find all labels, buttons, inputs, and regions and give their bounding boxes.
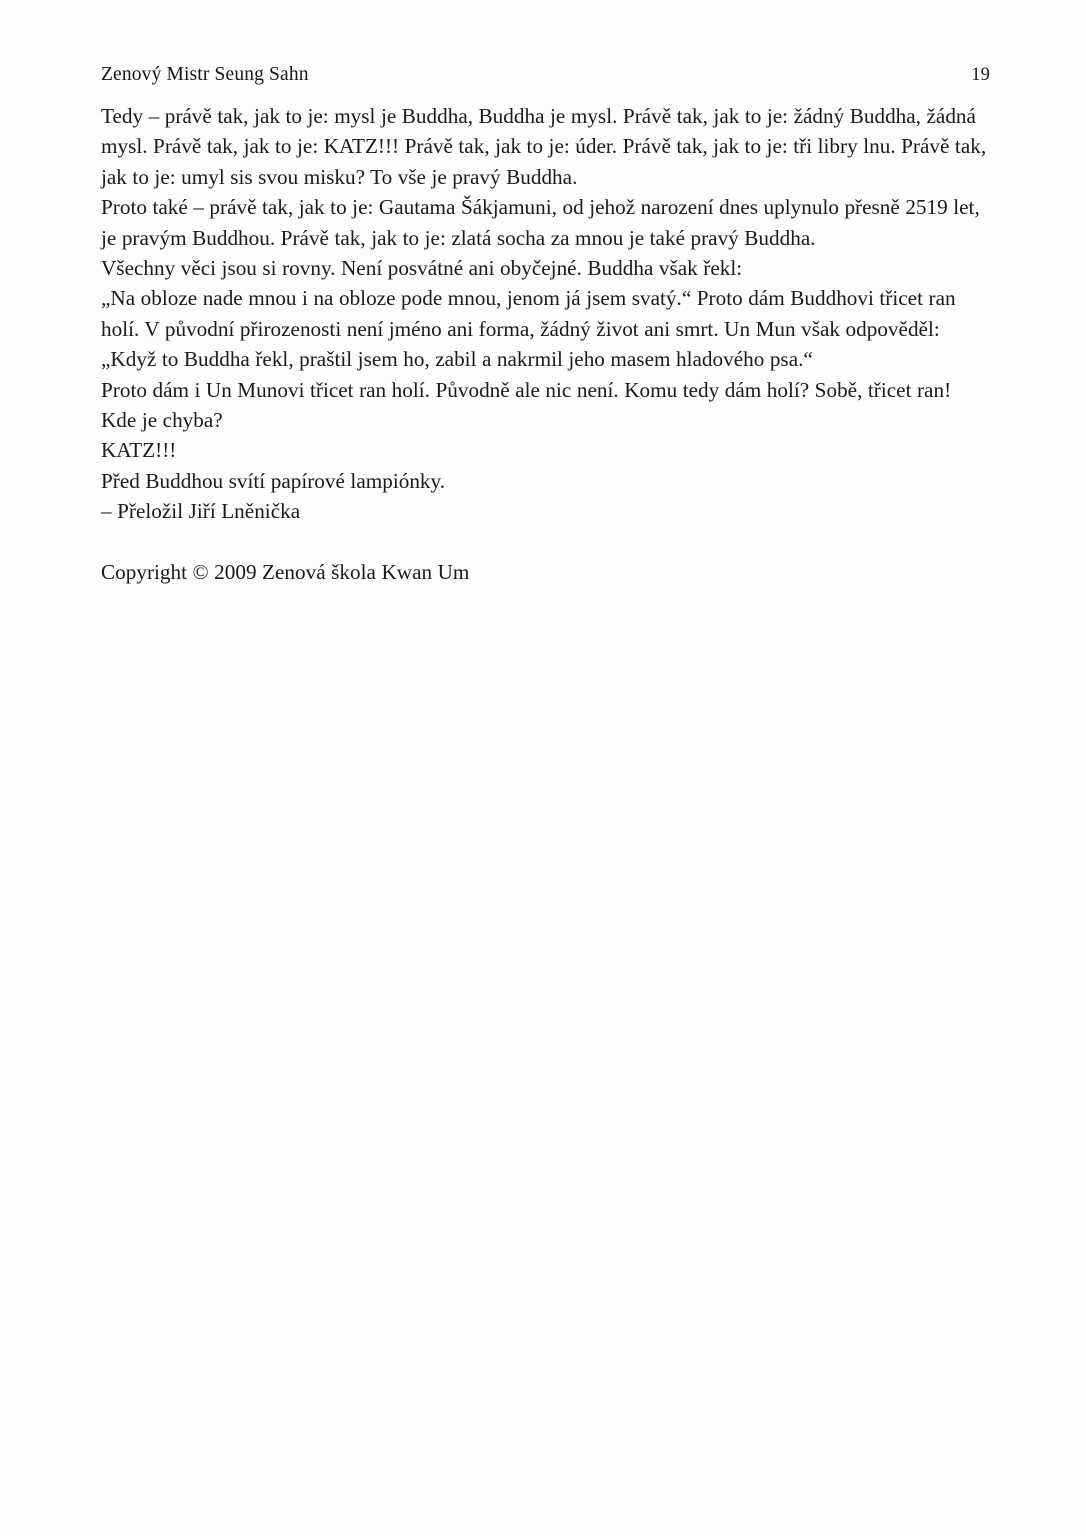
paragraph: Před Buddhou svítí papírové lampiónky. [101, 468, 446, 493]
paragraph: Proto dám i Un Munovi třicet ran holí. Původně ale nic není. Komu tedy dám holí? Sobě, třicet ran! [101, 377, 952, 402]
paragraph: Kde je chyba? [101, 408, 223, 433]
paragraph: Všechny věci jsou si rovny. Není posvátné ani obyčejné. Buddha však řekl: [101, 256, 743, 281]
paragraph: Proto také – právě tak, jak to je: Gautama Šákjamuni, od jehož narození dnes uplynulo přesně 2519 let, je pravým Buddhou. Právě tak, jak to je: zlatá socha za mnou je také pravý Buddha. [101, 195, 980, 250]
running-head-title: Zenový Mistr Seung Sahn [101, 64, 309, 85]
paragraph: „Když to Buddha řekl, praštil jsem ho, zabil a nakrmil jeho masem hladového psa.“ [101, 347, 813, 372]
copyright-notice: Copyright © 2009 Zenová škola Kwan Um [101, 560, 470, 585]
paragraph: Tedy – právě tak, jak to je: mysl je Buddha, Buddha je mysl. Právě tak, jak to je: žádný Buddha, žádná mysl. Právě tak, jak to je: KATZ!!! Právě tak, jak to je: úder. Právě tak, jak to je: tři libry lnu. Právě tak, jak to je: umyl sis svou misku? To vše je pravý Buddha. [101, 104, 987, 189]
body-text-block [101, 101, 993, 587]
paragraph: KATZ!!! [101, 438, 177, 463]
paragraph: „Na obloze nade mnou i na obloze pode mnou, jenom já jsem svatý.“ Proto dám Buddhovi třicet ran holí. V původní přirozenosti není jméno ani forma, žádný život ani smrt. Un Mun však odpověděl: [101, 286, 956, 341]
running-head [101, 62, 990, 88]
page-number: 19 [971, 65, 990, 85]
translator-credit: – Přeložil Jiří Lněnička [101, 499, 301, 524]
